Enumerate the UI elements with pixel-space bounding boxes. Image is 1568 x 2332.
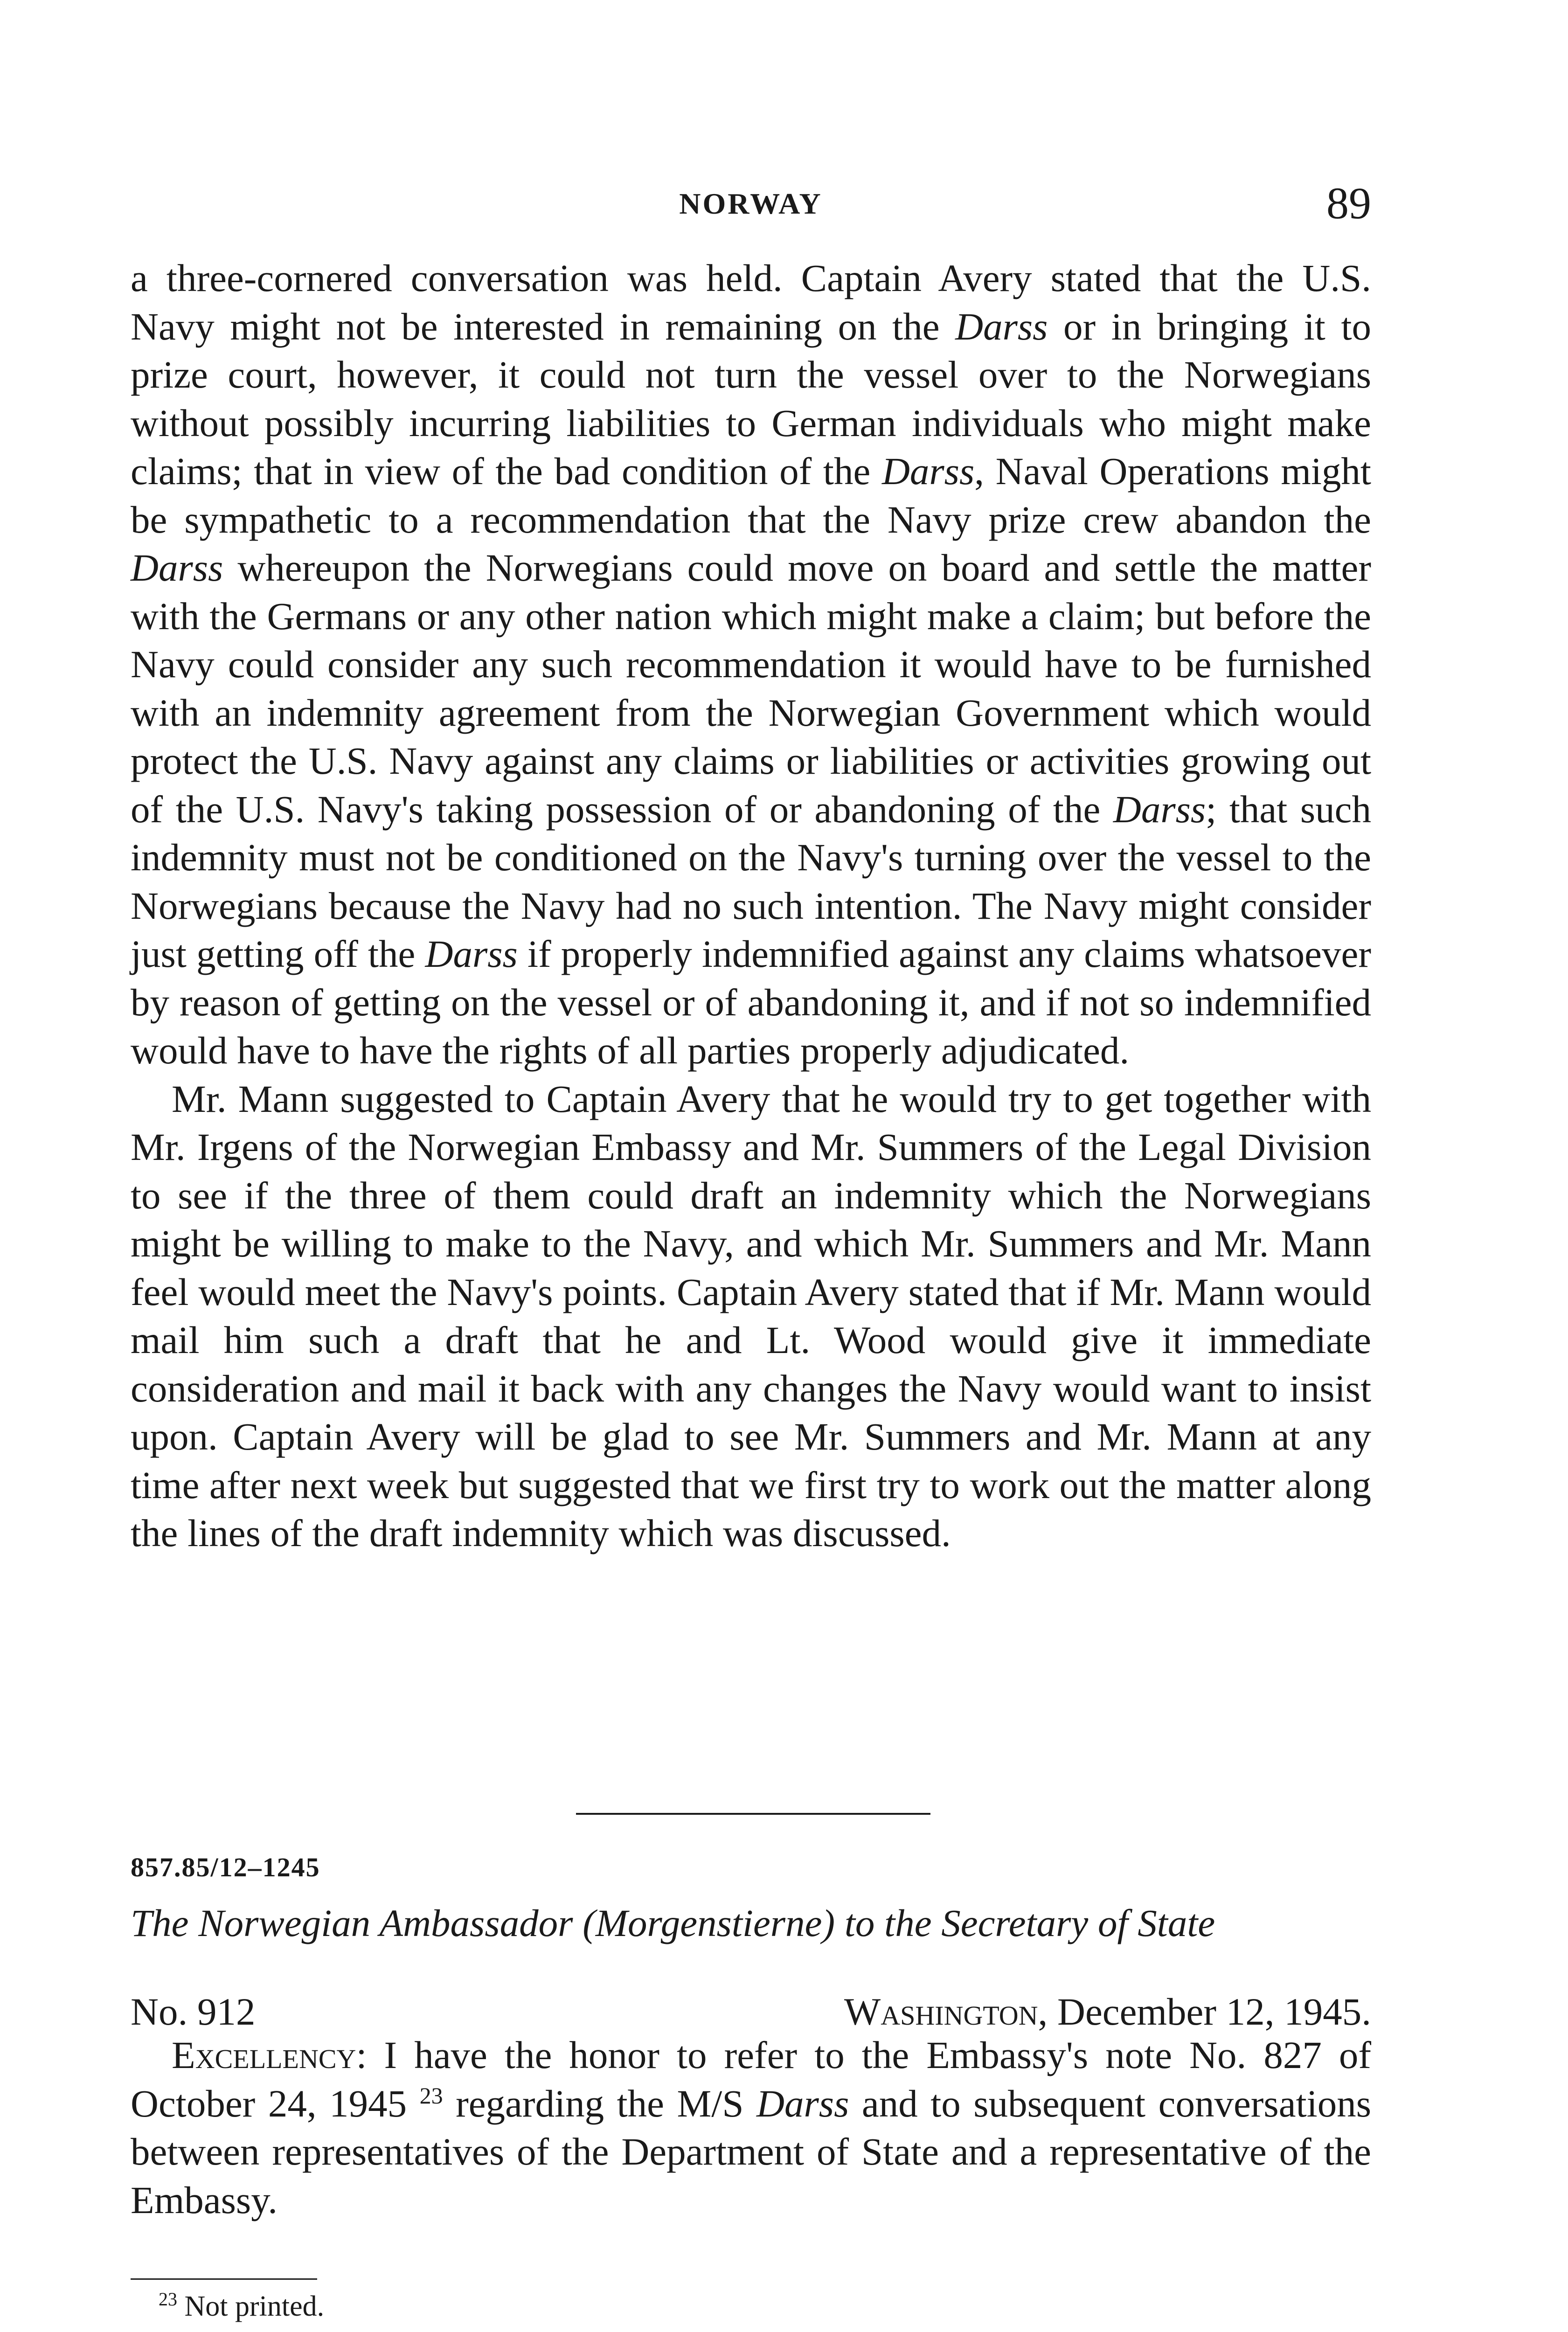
section-divider bbox=[576, 1813, 930, 1815]
document-title: The Norwegian Ambassador (Morgenstierne) to the Secretary of State bbox=[131, 1902, 1215, 1944]
vessel-name: Darss bbox=[881, 450, 975, 493]
vessel-name: Darss bbox=[131, 546, 223, 589]
dateline-date: , December 12, 1945. bbox=[1038, 1990, 1371, 2033]
page-header bbox=[131, 177, 1371, 229]
paragraph-continuation: a three-cornered conversation was held. Captain Avery stated that the U.S. Navy might not be interested in remaining on the Darss or in bringing it to prize court, however, it could not turn the vessel over to the Norwegians without possibly incurring liabilities to German individuals who might make claims; that in view of the bad condition of the Darss, Naval Operations might be sympathetic to a recommendation that the Navy prize crew abandon the Darss whereupon the Norwegians could move on board and settle the matter with the Germans or any other nation which might make a claim; but before the Navy could consider any such recommendation it would have to be furnished with an indemnity agreement from the Norwegian Government which would protect the U.S. Navy against any claims or liabilities or activities growing out of the U.S. Navy's taking possession of or abandoning of the Darss; that such indemnity must not be conditioned on the Navy's turning over the vessel to the Norwegians because the Navy had no such intention. The Navy might consider just getting off the Darss if properly indemnified against any claims whatsoever by reason of getting on the vessel or of abandoning it, and if not so indemnified would have to have the rights of all parties properly adjudicated. bbox=[131, 257, 1371, 1072]
footnote-text: Not printed. bbox=[184, 2290, 325, 2322]
paragraph-mann-suggestion: Mr. Mann suggested to Captain Avery that he would try to get together with Mr. Irgens of the Norwegian Embassy and Mr. Summers of the Legal Division to see if the three of them could draft an indemnity which the Norwegians might be willing to make to the Navy, and which Mr. Summers and Mr. Mann feel would meet the Navy's points. Captain Avery stated that if Mr. Mann would mail him such a draft that he and Lt. Wood would give it immediate consideration and mail it back with any changes the Navy would want to insist upon. Captain Avery will be glad to see Mr. Summers and Mr. Mann at any time after next week but suggested that we first try to work out the matter along the lines of the draft indemnity which was discussed. bbox=[131, 1077, 1371, 1555]
running-head: NORWAY bbox=[679, 187, 823, 220]
footnote-rule bbox=[131, 2278, 317, 2280]
body-text bbox=[131, 254, 1371, 1558]
note-number: No. 912 bbox=[131, 1990, 256, 2033]
footnote-reference: 23 bbox=[419, 2082, 443, 2109]
vessel-name: Darss bbox=[1113, 787, 1206, 831]
vessel-name: Darss bbox=[756, 2082, 849, 2125]
letter-text bbox=[131, 2031, 1371, 2224]
letter-text-end: and to subsequent conversations between representatives of the Department of State and a representative of the Embassy. bbox=[131, 2082, 1371, 2221]
vessel-name: Darss bbox=[955, 305, 1048, 348]
file-number: 857.85/12–1245 bbox=[131, 1852, 320, 1882]
letter-text-start: : I have the honor to refer to the Embassy's note No. 827 of October 24, 1945 bbox=[131, 2034, 1371, 2125]
dateline-place: Washington bbox=[844, 1990, 1038, 2033]
letter-text-middle: regarding the M/S bbox=[456, 2082, 744, 2125]
vessel-name: Darss bbox=[425, 932, 518, 975]
dateline bbox=[844, 1989, 1371, 2034]
footnote bbox=[159, 2290, 324, 2323]
letter-paragraph bbox=[131, 2031, 1371, 2224]
salutation: Excellency bbox=[172, 2034, 356, 2076]
page-number: 89 bbox=[1326, 178, 1371, 228]
footnote-marker: 23 bbox=[159, 2289, 177, 2310]
